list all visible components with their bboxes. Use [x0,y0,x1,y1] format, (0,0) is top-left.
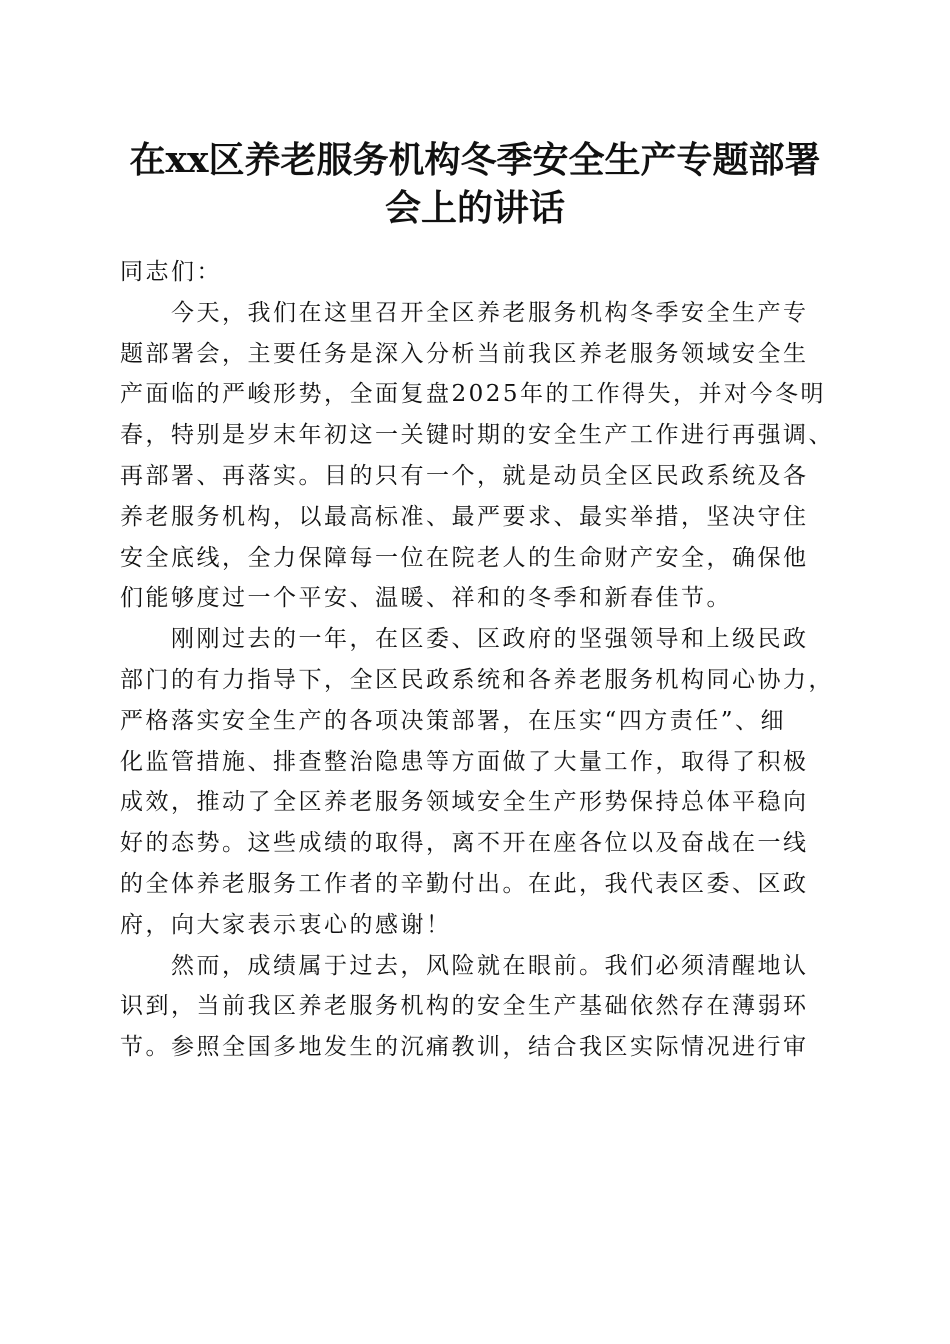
text-line: 的全体养老服务工作者的辛勤付出。在此，我代表区委、区政 [120,870,809,897]
document-body [120,252,840,1068]
text-line: 春，特别是岁末年初这一关键时期的安全生产工作进行再强调、 [120,422,834,449]
text-line: 化监管措施、排查整治隐患等方面做了大量工作，取得了积极 [120,748,809,775]
paragraph-2 [120,619,840,945]
text-line: 部门的有力指导下，全区民政系统和各养老服务机构同心协力， [120,666,834,693]
text-line: 产面临的严峻形势，全面复盘2025年的工作得失，并对今冬明 [120,381,827,408]
text-line: 严格落实安全生产的各项决策部署，在压实“四方责任”、细 [120,707,787,734]
text-line: 节。参照全国多地发生的沉痛教训，结合我区实际情况进行审 [120,1034,809,1061]
text-line: 然而，成绩属于过去，风险就在眼前。我们必须清醒地认 [171,952,809,979]
paragraph-1 [120,293,840,619]
title-line-2: 会上的讲话 [384,187,565,229]
text-line: 安全底线，全力保障每一位在院老人的生命财产安全，确保他 [120,544,809,571]
salutation: 同志们： [120,259,222,285]
text-line: 再部署、再落实。目的只有一个，就是动员全区民政系统及各 [120,462,809,489]
text-line: 题部署会，主要任务是深入分析当前我区养老服务领域安全生 [120,340,809,367]
text-line: 刚刚过去的一年，在区委、区政府的坚强领导和上级民政 [171,626,809,653]
text-line: 们能够度过一个平安、温暖、祥和的冬季和新春佳节。 [120,585,732,612]
title-line-1: 在xx区养老服务机构冬季安全生产专题部署 [129,139,821,181]
text-line: 好的态势。这些成绩的取得，离不开在座各位以及奋战在一线 [120,830,809,857]
text-line: 成效，推动了全区养老服务领域安全生产形势保持总体平稳向 [120,789,809,816]
paragraph-3 [120,946,840,1068]
document-title [100,136,850,232]
text-line: 府，向大家表示衷心的感谢！ [120,911,452,938]
text-line: 识到，当前我区养老服务机构的安全生产基础依然存在薄弱环 [120,993,809,1020]
text-line: 今天，我们在这里召开全区养老服务机构冬季安全生产专 [171,299,809,326]
text-line: 养老服务机构，以最高标准、最严要求、最实举措，坚决守住 [120,503,809,530]
